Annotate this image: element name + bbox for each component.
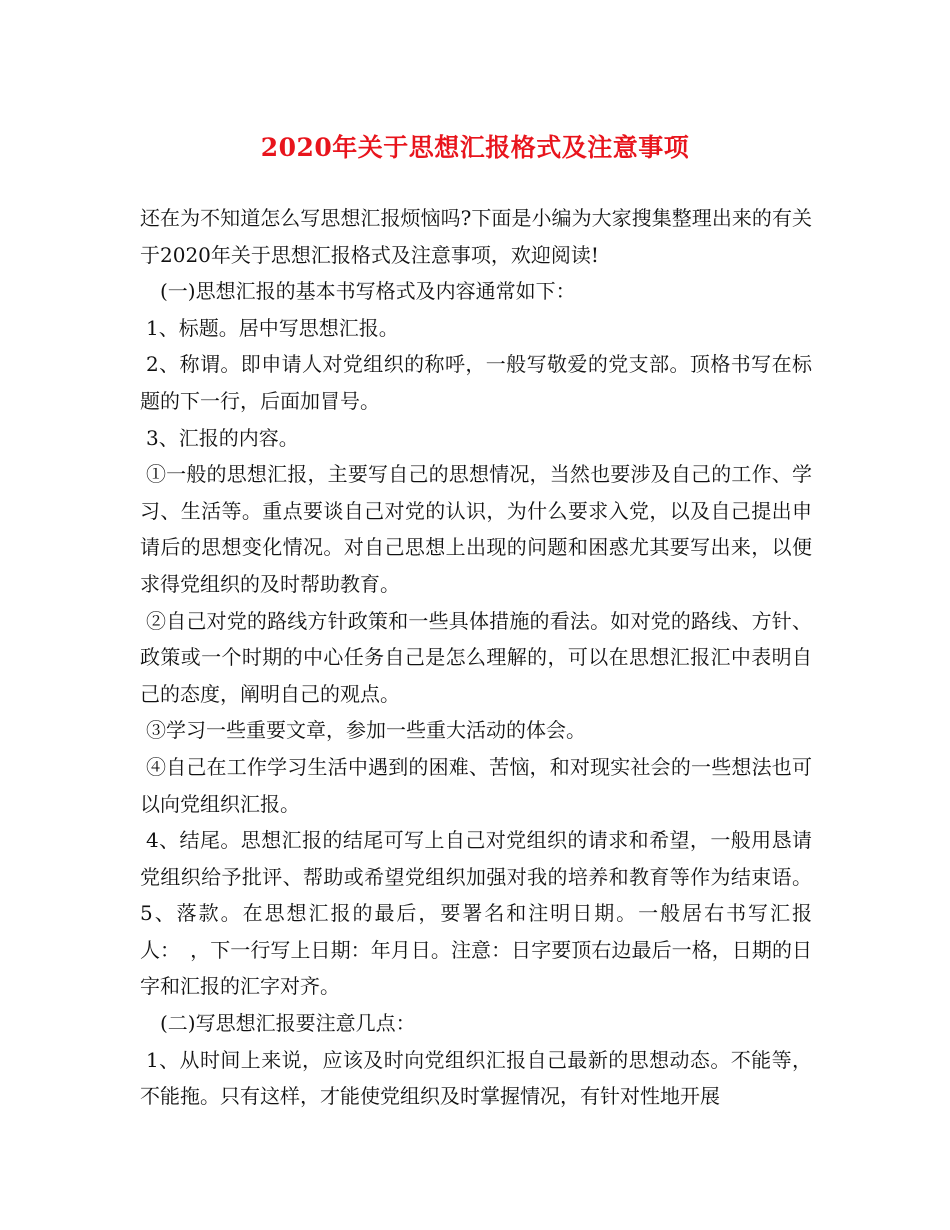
intro-paragraph: 还在为不知道怎么写思想汇报烦恼吗?下面是小编为大家搜集整理出来的有关于2020年关于思想汇报格式及注意事项，欢迎阅读! bbox=[140, 206, 812, 267]
paragraph-content-sub-1: ①一般的思想汇报，主要写自己的思想情况，当然也要涉及自己的工作、学习、生活等。重点要谈自己对党的认识，为什么要求入党，以及自己提出申请后的思想变化情况。对自己思想上出现的问题和困惑尤其要写出来，以便求得党组织的及时帮助教育。 bbox=[140, 462, 812, 596]
document-title: 2020年关于思想汇报格式及注意事项 bbox=[260, 133, 690, 162]
document-body bbox=[140, 200, 812, 1115]
paragraph-content-item: 3、汇报的内容。 bbox=[146, 425, 299, 450]
paragraph-content-sub-3: ③学习一些重要文章，参加一些重大活动的体会。 bbox=[146, 718, 586, 743]
section-heading-format: (一)思想汇报的基本书写格式及内容通常如下： bbox=[160, 279, 576, 304]
section-heading-notes: (二)写思想汇报要注意几点： bbox=[160, 1011, 416, 1036]
paragraph-salutation-item: 2、称谓。即申请人对党组织的称呼，一般写敬爱的党支部。顶格书写在标题的下一行，后面加冒号。 bbox=[140, 352, 812, 413]
paragraph-content-sub-4: ④自己在工作学习生活中遇到的困难、苦恼，和对现实社会的一些想法也可以向党组织汇报。 bbox=[140, 754, 812, 816]
paragraph-title-item: 1、标题。居中写思想汇报。 bbox=[146, 315, 399, 340]
paragraph-content-sub-2: ②自己对党的路线方针政策和一些具体措施的看法。如对党的路线、方针、政策或一个时期的中心任务自己是怎么理解的，可以在思想汇报汇中表明自己的态度，阐明自己的观点。 bbox=[140, 608, 812, 706]
paragraph-ending-item: 4、结尾。思想汇报的结尾可写上自己对党组织的请求和希望，一般用恳请党组织给予批评、帮助或希望党组织加强对我的培养和教育等作为结束语。5、落款。在思想汇报的最后，要署名和注明日期。一般居右书写汇报人： ，下一行写上日期：年月日。注意：日字要顶右边最后一格，日期的日字和汇报的汇字对齐。 bbox=[140, 828, 812, 999]
paragraph-notes-item-1: 1、从时间上来说，应该及时向党组织汇报自己最新的思想动态。不能等，不能拖。只有这样，才能使党组织及时掌握情况，有针对性地开展 bbox=[140, 1047, 812, 1109]
